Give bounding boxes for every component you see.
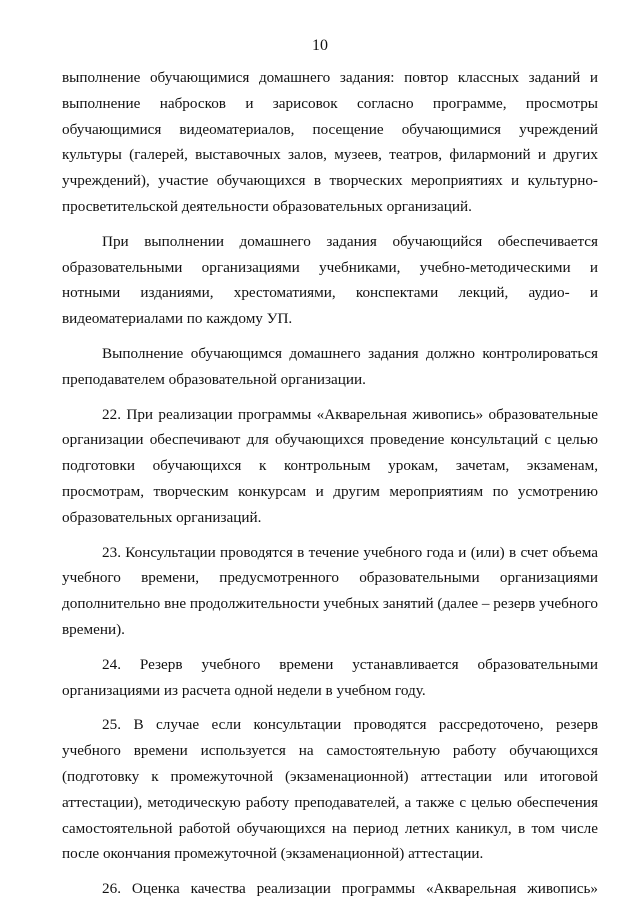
paragraph-item-24: 24. Резерв учебного времени устанавливается образовательными организациями из расчета одной недели в учебном году. xyxy=(62,655,598,699)
paragraph-homework-control: Выполнение обучающимся домашнего задания должно контролироваться преподавателем образовательной организации. xyxy=(62,344,598,388)
paragraph-item-22: 22. При реализации программы «Акварельная живопись» образовательные организации обеспечивают для обучающихся проведение консультаций с целью подготовки обучающихся к контрольным урокам, зачетам, экзаменам, просмотрам, творческим конкурсам и другим мероприятиям по усмотрению образовательных организаций. xyxy=(62,405,598,526)
paragraph-homework-materials: При выполнении домашнего задания обучающийся обеспечивается образовательными организациями учебниками, учебно-методическими и нотными изданиями, хрестоматиями, конспектами лекций, аудио- и видеоматериалами по каждому УП. xyxy=(62,232,598,328)
paragraph-item-26: 26. Оценка качества реализации программы «Акварельная живопись» xyxy=(102,880,598,898)
document-body xyxy=(62,65,598,902)
page-number: 10 xyxy=(312,37,328,54)
paragraph-item-25: 25. В случае если консультации проводятся рассредоточено, резерв учебного времени используется на самостоятельную работу обучающихся (подготовку к промежуточной (экзаменационной) аттестации или итоговой аттестации), методическую работу преподавателей, а также с целью обеспечения самостоятельной работой обучающихся на период летних каникул, в том числе после окончания промежуточной (экзаменационной) аттестации. xyxy=(62,716,598,863)
paragraph-item-23: 23. Консультации проводятся в течение учебного года и (или) в счет объема учебного времени, предусмотренного образовательными организациями дополнительно вне продолжительности учебных занятий (далее – резерв учебного времени). xyxy=(62,543,598,638)
paragraph-homework-activities: выполнение обучающимися домашнего задания: повтор классных заданий и выполнение набросков и зарисовок согласно программе, просмотры обучающимися видеоматериалов, посещение обучающимися учреждений культуры (галерей, выставочных залов, музеев, театров, филармоний и других учреждений), участие обучающихся в творческих мероприятиях и культурно-просветительской деятельности образовательных организаций. xyxy=(62,69,598,215)
